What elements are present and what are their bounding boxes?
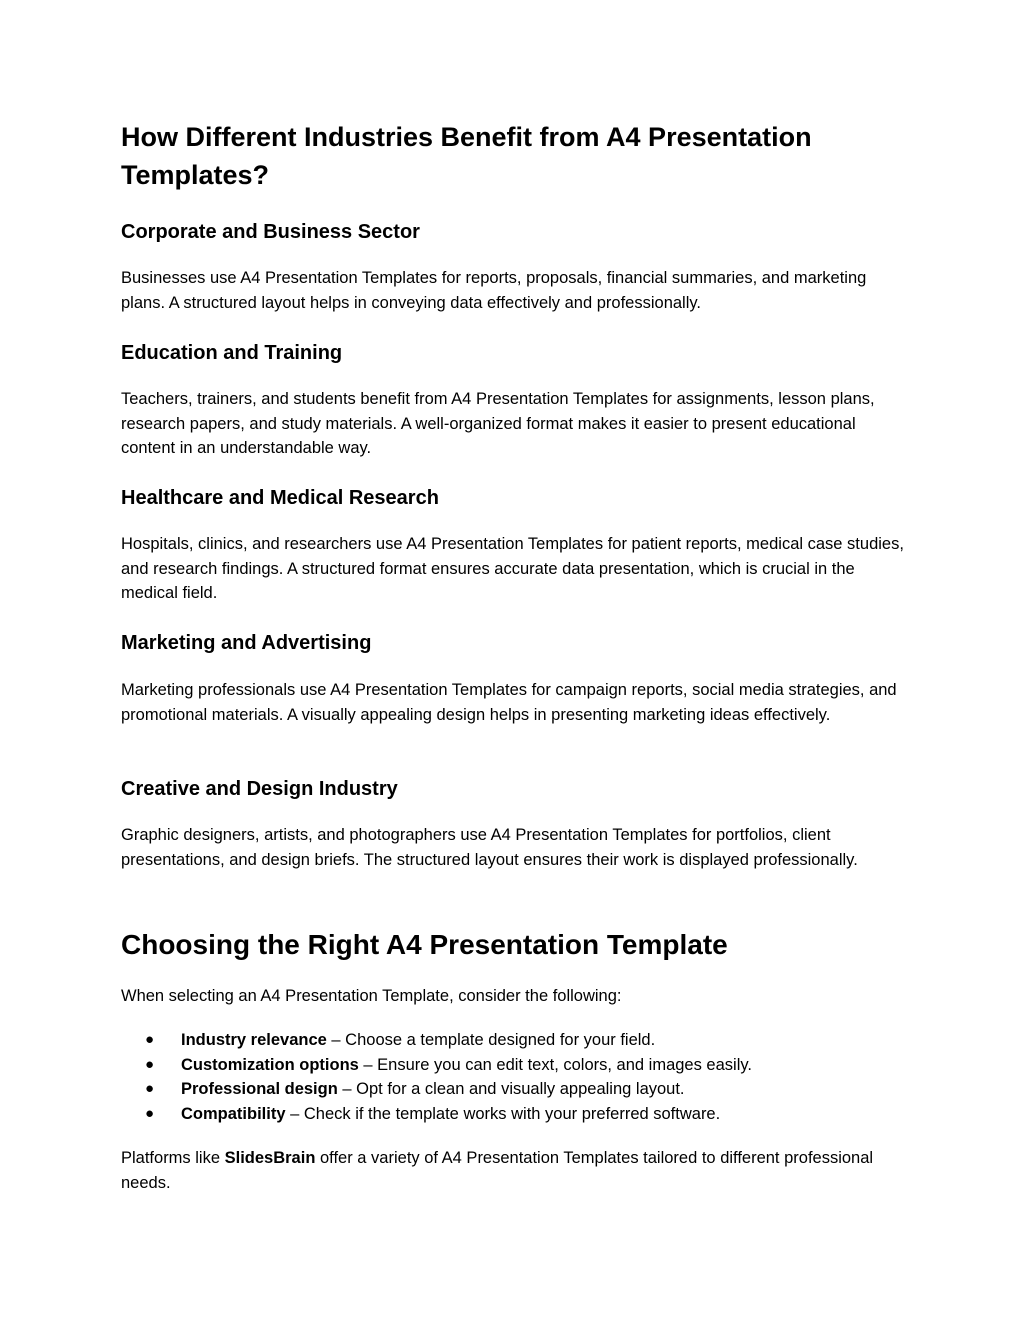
bullet-icon: ● <box>145 1031 155 1048</box>
bullet-icon: ● <box>145 1080 155 1097</box>
bullet-icon: ● <box>145 1104 155 1122</box>
list-item-term: Customization options <box>181 1055 359 1074</box>
list-item-desc: – Check if the template works with your preferred software. <box>285 1104 721 1123</box>
list-item-desc: – Opt for a clean and visually appealing layout. <box>337 1080 685 1098</box>
section-title-creative: Creative and Design Industry <box>121 778 398 800</box>
list-item-term: Professional design <box>181 1080 338 1098</box>
bullet-icon: ● <box>145 1055 155 1073</box>
section-title-education: Education and Training <box>121 342 343 364</box>
section-body-corporate: Businesses use A4 Presentation Templates for reports, proposals, financial summaries, and marketing plans. A structured layout helps in conveying data effectively and professionally. <box>121 269 867 312</box>
section-body-marketing: Marketing professionals use A4 Presentation Templates for campaign reports, social media strategies, and promotional materials. A visually appealing design helps in presenting marketing ideas effectively. <box>121 681 897 724</box>
closing-suffix: offer a variety of A4 Presentation Templates tailored to different professional needs. <box>121 1149 874 1192</box>
section-body-education: Teachers, trainers, and students benefit from A4 Presentation Templates for assignments, lesson plans, research papers, and study materials. A well-organized format makes it easier to present educational content in an understandable way. <box>121 390 875 457</box>
list-item-desc: – Choose a template designed for your field. <box>326 1031 656 1049</box>
closing-prefix: Platforms like <box>121 1149 225 1167</box>
section-title-marketing: Marketing and Advertising <box>121 632 372 654</box>
section-body-healthcare: Hospitals, clinics, and researchers use A4 Presentation Templates for patient reports, medical case studies, and research findings. A structured format ensures accurate data presentation, which is crucial in the medical field. <box>121 535 904 602</box>
main-heading: How Different Industries Benefit from A4 Presentation Templates? <box>121 122 812 190</box>
list-item <box>121 1053 906 1078</box>
choosing-heading: Choosing the Right A4 Presentation Template <box>121 929 728 960</box>
section-body-creative: Graphic designers, artists, and photographers use A4 Presentation Templates for portfolios, client presentations, and design briefs. The structured layout ensures their work is displayed professionally. <box>121 826 858 869</box>
section-title-healthcare: Healthcare and Medical Research <box>121 487 439 509</box>
list-item <box>121 1077 906 1102</box>
choosing-intro: When selecting an A4 Presentation Template, consider the following: <box>121 987 622 1005</box>
criteria-list <box>121 1028 906 1126</box>
list-item-term: Compatibility <box>181 1104 286 1123</box>
list-item-desc: – Ensure you can edit text, colors, and images easily. <box>358 1055 752 1074</box>
list-item <box>121 1102 906 1127</box>
closing-paragraph <box>121 1146 906 1195</box>
list-item <box>121 1028 906 1053</box>
list-item-term: Industry relevance <box>181 1031 327 1049</box>
section-title-corporate: Corporate and Business Sector <box>121 221 420 243</box>
brand-name: SlidesBrain <box>224 1149 316 1167</box>
